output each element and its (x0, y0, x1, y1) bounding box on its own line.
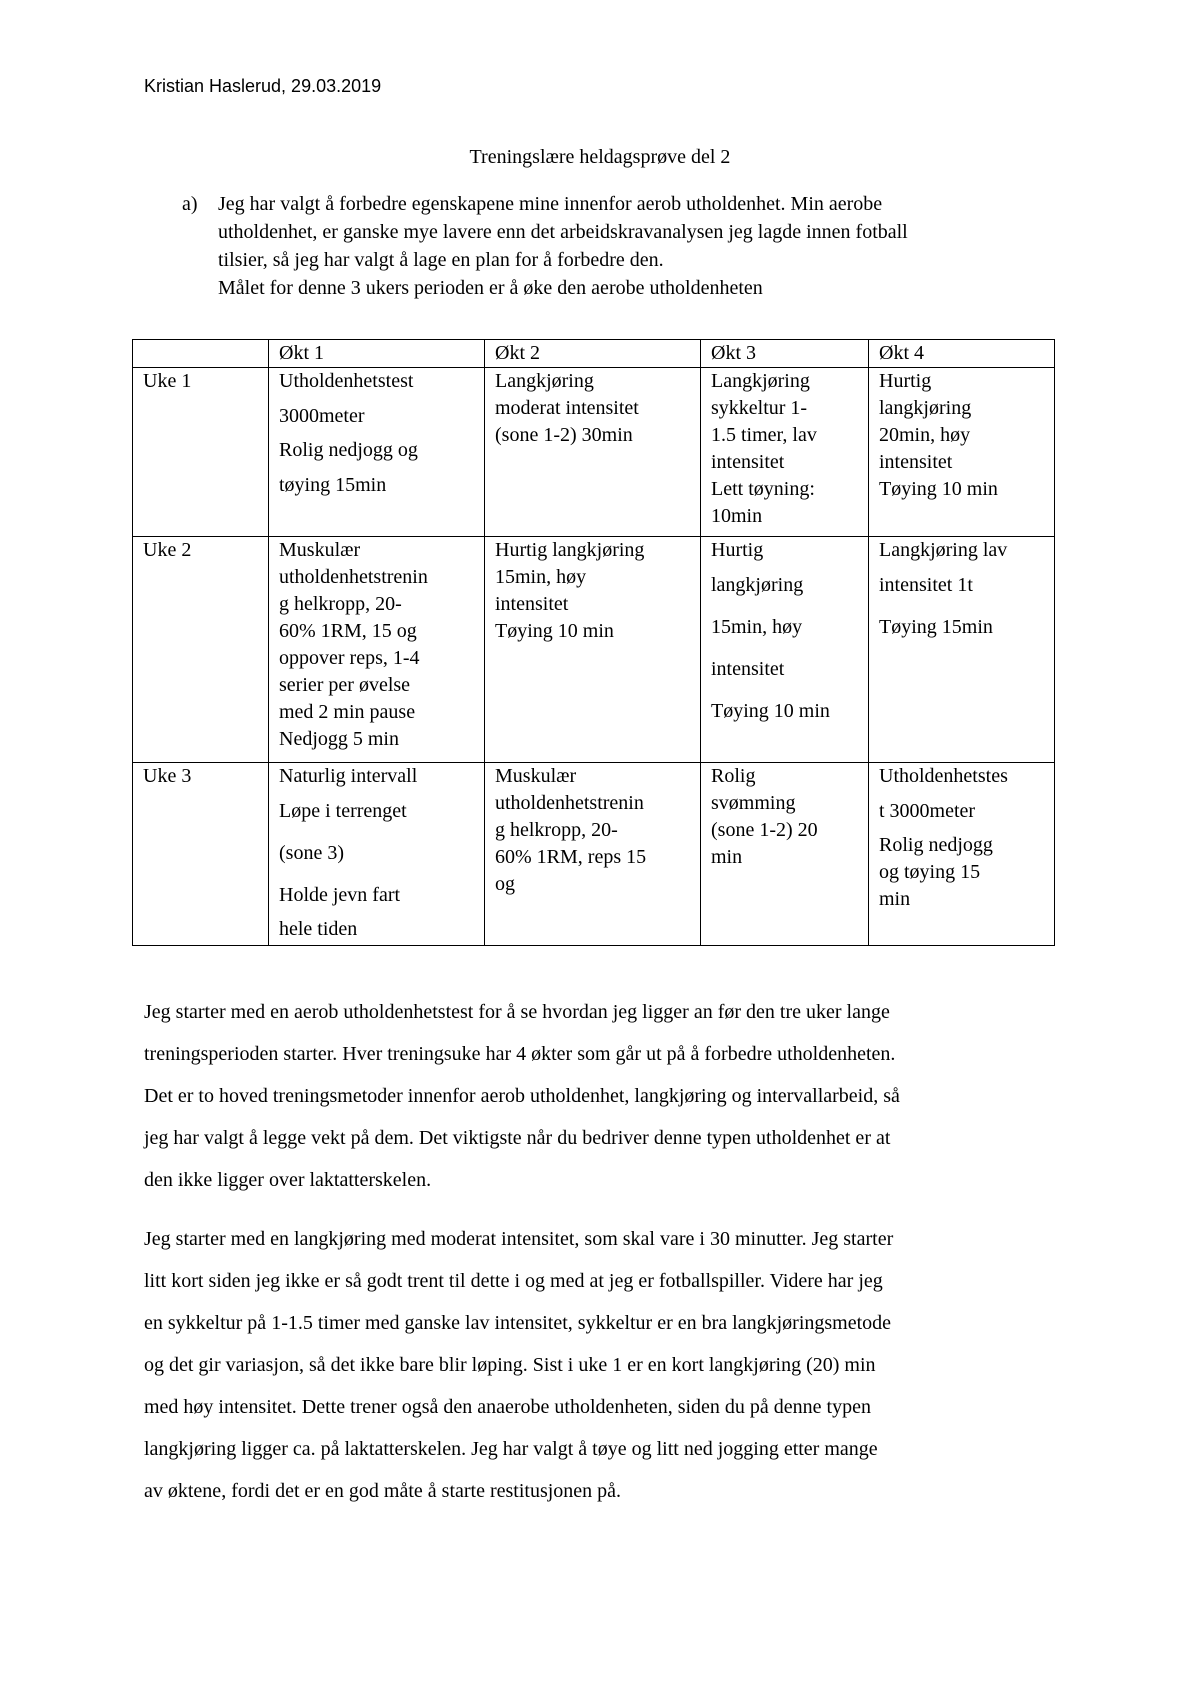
paragraph-line: treningsperioden starter. Hver treningsuke har 4 økter som går ut på å forbedre utholdenheten. (144, 1043, 896, 1065)
paragraph-line: en sykkeltur på 1-1.5 timer med ganske lav intensitet, sykkeltur er en bra langkjøringsmetode (144, 1312, 892, 1334)
table-cell (701, 763, 869, 946)
table-header-cell: Økt 3 (701, 340, 869, 368)
document-title: Treningslære heldagsprøve del 2 (469, 146, 731, 168)
table-cell (701, 368, 869, 537)
cell-line: min (879, 888, 911, 910)
cell-line: Utholdenhetstest (279, 370, 414, 392)
table-header-row (133, 340, 1055, 368)
cell-line: intensitet (711, 451, 785, 473)
body-paragraph (144, 991, 1064, 1201)
cell-line: intensitet (495, 593, 569, 615)
cell-line: utholdenhetstrenin (495, 792, 644, 814)
cell-line: Hurtig (879, 370, 932, 392)
table-header-cell (133, 340, 269, 368)
paragraph-line: Jeg starter med en aerob utholdenhetstest for å se hvordan jeg ligger an før den tre uker lange (144, 1001, 890, 1023)
cell-line: moderat intensitet (495, 397, 639, 419)
table-header-cell: Økt 4 (869, 340, 1055, 368)
list-item-line: Målet for denne 3 ukers perioden er å øke den aerobe utholdenheten (218, 277, 763, 299)
cell-line: svømming (711, 792, 796, 814)
list-item-line: utholdenhet, er ganske mye lavere enn det arbeidskravanalysen jeg lagde innen fotball (218, 221, 908, 243)
table-cell (485, 368, 701, 537)
cell-line: Rolig nedjogg (879, 834, 993, 856)
cell-line: 15min, høy (495, 566, 587, 588)
list-item-line: Jeg har valgt å forbedre egenskapene mine innenfor aerob utholdenhet. Min aerobe (218, 193, 883, 215)
cell-line: 60% 1RM, 15 og (279, 620, 417, 642)
paragraph-line: og det gir variasjon, så det ikke bare blir løping. Sist i uke 1 er en kort langkjøring (20) min (144, 1354, 876, 1376)
paragraph-line: litt kort siden jeg ikke er så godt trent til dette i og med at jeg er fotballspiller. Videre har jeg (144, 1270, 883, 1292)
cell-line: Naturlig intervall (279, 765, 418, 787)
table-row (133, 763, 1055, 946)
cell-line: (sone 3) (279, 842, 344, 864)
cell-line: Holde jevn fart (279, 884, 401, 906)
cell-line: 1.5 timer, lav (711, 424, 817, 446)
cell-line: 3000meter (279, 405, 365, 427)
cell-line: Lett tøyning: (711, 478, 815, 500)
cell-line: 20min, høy (879, 424, 971, 446)
body-paragraph (144, 1218, 1064, 1512)
list-marker: a) (182, 193, 198, 215)
paragraph-line: Det er to hoved treningsmetoder innenfor aerob utholdenhet, langkjøring og intervallarbeid, så (144, 1085, 900, 1107)
cell-line: serier per øvelse (279, 674, 411, 696)
cell-line: Tøying 15min (879, 616, 993, 638)
cell-line: oppover reps, 1-4 (279, 647, 420, 669)
table-cell (869, 763, 1055, 946)
table-cell (869, 537, 1055, 763)
table-header-cell: Økt 2 (485, 340, 701, 368)
cell-line: Rolig (711, 765, 756, 787)
cell-line: intensitet (711, 658, 785, 680)
cell-line: Rolig nedjogg og (279, 439, 418, 461)
cell-line: Hurtig (711, 539, 764, 561)
list-item-text (218, 190, 1072, 302)
table-row (133, 537, 1055, 763)
table-cell (869, 368, 1055, 537)
cell-line: langkjøring (711, 574, 804, 596)
cell-line: sykkeltur 1- (711, 397, 808, 419)
cell-line: tøying 15min (279, 474, 387, 496)
cell-line: Hurtig langkjøring (495, 539, 645, 561)
cell-line: Tøying 10 min (495, 620, 614, 642)
list-item-a (182, 190, 1072, 302)
paragraph-line: med høy intensitet. Dette trener også den anaerobe utholdenheten, siden du på denne typen (144, 1396, 871, 1418)
cell-line: og tøying 15 (879, 861, 981, 883)
table-cell (485, 537, 701, 763)
cell-line: Tøying 10 min (879, 478, 998, 500)
cell-line: Langkjøring lav (879, 539, 1008, 561)
cell-line: g helkropp, 20- (279, 593, 402, 615)
cell-line: min (711, 846, 743, 868)
week-label: Uke 1 (133, 368, 269, 537)
cell-line: langkjøring (879, 397, 972, 419)
list-item-line: tilsier, så jeg har valgt å lage en plan for å forbedre den. (218, 249, 664, 271)
cell-line: Langkjøring (495, 370, 594, 392)
table-cell (485, 763, 701, 946)
cell-line: intensitet 1t (879, 574, 973, 596)
paragraph-line: den ikke ligger over laktatterskelen. (144, 1169, 432, 1191)
paragraph-line: av øktene, fordi det er en god måte å starte restitusjonen på. (144, 1480, 622, 1502)
cell-line: t 3000meter (879, 800, 976, 822)
week-label: Uke 3 (133, 763, 269, 946)
cell-line: Muskulær (495, 765, 577, 787)
paragraph-line: langkjøring ligger ca. på laktatterskelen. Jeg har valgt å tøye og litt ned jogging etter mange (144, 1438, 878, 1460)
training-plan-table (132, 339, 1055, 946)
cell-line: Utholdenhetstes (879, 765, 1008, 787)
cell-line: 10min (711, 505, 763, 527)
cell-line: Tøying 10 min (711, 700, 830, 722)
cell-line: (sone 1-2) 20 (711, 819, 818, 841)
table-cell (269, 368, 485, 537)
cell-line: Nedjogg 5 min (279, 728, 399, 750)
cell-line: 60% 1RM, reps 15 (495, 846, 647, 868)
author-date-header: Kristian Haslerud, 29.03.2019 (144, 76, 382, 96)
cell-line: Langkjøring (711, 370, 810, 392)
cell-line: g helkropp, 20- (495, 819, 618, 841)
week-label: Uke 2 (133, 537, 269, 763)
cell-line: utholdenhetstrenin (279, 566, 428, 588)
table-row (133, 368, 1055, 537)
cell-line: med 2 min pause (279, 701, 416, 723)
cell-line: (sone 1-2) 30min (495, 424, 633, 446)
paragraph-line: jeg har valgt å legge vekt på dem. Det viktigste når du bedriver denne typen utholdenhet er at (144, 1127, 891, 1149)
cell-line: intensitet (879, 451, 953, 473)
paragraph-line: Jeg starter med en langkjøring med moderat intensitet, som skal vare i 30 minutter. Jeg starter (144, 1228, 894, 1250)
cell-line: og (495, 873, 515, 895)
table-cell (269, 763, 485, 946)
cell-line: Muskulær (279, 539, 361, 561)
table-header-cell: Økt 1 (269, 340, 485, 368)
cell-line: 15min, høy (711, 616, 803, 638)
table-cell (269, 537, 485, 763)
cell-line: hele tiden (279, 918, 358, 940)
cell-line: Løpe i terrenget (279, 800, 407, 822)
table-cell (701, 537, 869, 763)
